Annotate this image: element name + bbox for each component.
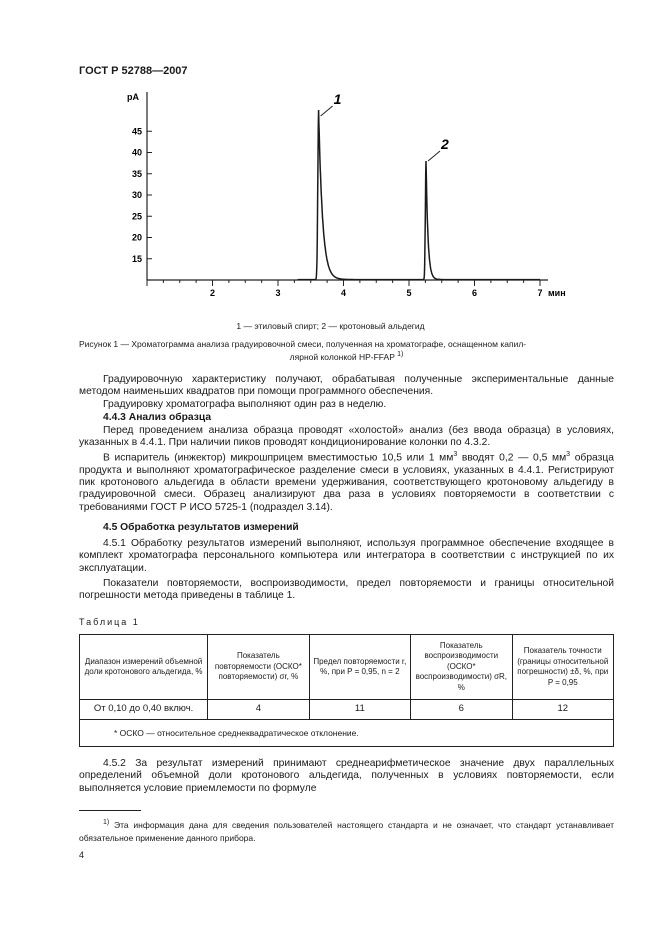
para-blank-analysis: Перед проведением анализа образца проводят «холостой» анализ (без ввода образца) в условиях, указанных в 4.4.1. При наличии пиков проводят кондиционирование колонки по 4.3.2. — [79, 425, 614, 449]
footnote-divider — [79, 810, 141, 811]
y-tick-label: 25 — [131, 211, 142, 222]
y-tick-label: 20 — [131, 232, 142, 243]
table-cell: 4 — [208, 700, 309, 720]
table-header-cell: Диапазон измерений объемной доли кротонового альдегида, % — [80, 635, 208, 700]
para-indicators: Показатели повторяемости, воспроизводимости, предел повторяемости и границы относительной погрешности метода приведены в таблице 1. — [79, 578, 614, 602]
x-tick-label: 4 — [340, 288, 347, 298]
para-injection: В испаритель (инжектор) микрошприцем вместимостью 10,5 или 1 $мм^3$ вводят 0,2 — 0,5 $мм^3$ образца продукта и выполняют хроматографическое разделение смеси в условиях, указанных в 4.4.1. Регистрируют пик кротонового альдегида в области времени удерживания, соответствующего кротоновому альдегиду в градуировочной смеси. Образец анализируют два раза в условиях повторяемости в соответствии с требованиями ГОСТ Р ИСО 5725-1 (подраздел 3.14). — [79, 451, 615, 513]
para-calibration-weekly: Градуировку хроматографа выполняют один раз в неделю. — [103, 399, 387, 410]
y-tick-label: 40 — [131, 147, 142, 158]
x-tick-label: 2 — [209, 288, 216, 298]
y-tick-label: 45 — [131, 126, 142, 137]
chart-legend: 1 — этиловый спирт; 2 — кротоновый альдегид — [236, 321, 425, 331]
page-number: 4 — [79, 850, 85, 860]
table-cell: 12 — [512, 700, 613, 720]
para-calibration: Градуировочную характеристику получают, обрабатывая полученные экспериментальные данные методом наименьших квадратов при помощи программного обеспечения. — [79, 374, 614, 398]
table-cell: 6 — [411, 700, 512, 720]
heading-4-4-3: 4.4.3 Анализ образца — [103, 412, 212, 423]
figure-caption-line1: Рисунок 1 — Хроматограмма анализа градуировочной смеси, полученная на хроматографе, оснащенном капил- — [79, 339, 527, 349]
chromatogram-trace — [298, 110, 540, 280]
y-tick-label: 35 — [131, 168, 142, 179]
document-code: ГОСТ Р 52788—2007 — [79, 65, 188, 77]
table-cell: 11 — [309, 700, 410, 720]
table-header-cell: Показатель точности (границы относительной погрешности) ±δ, %, при P = 0,95 — [512, 635, 613, 700]
footnote: $^{1)}$ Эта информация дана для сведения пользователей настоящего стандарта и не означает, что стандарт устанавливает обязательное применение данного прибора. — [79, 819, 614, 843]
table-header-cell: Предел повторяемости r, %, при P = 0,95, n = 2 — [309, 635, 410, 700]
x-tick-label: 5 — [406, 288, 412, 298]
x-tick-label: 6 — [471, 288, 478, 298]
y-axis-label: pA — [127, 92, 139, 102]
para-4-5-1: 4.5.1 Обработку результатов измерений выполняют, используя программное обеспечение входящее в комплект хроматографа персонального компьютера или интегратора в соответствии с инструкцией по их эксплуатации. — [79, 538, 614, 574]
y-tick-label: 15 — [131, 253, 142, 264]
peak-label: 1 — [333, 91, 342, 107]
chromatogram-chart — [0, 0, 661, 320]
table-row — [80, 700, 614, 720]
table-header-cell: Показатель повторяемости (ОСКО* повторяемости) σr, % — [208, 635, 309, 700]
peak-leader-line — [321, 106, 333, 116]
y-tick-label: 30 — [131, 190, 142, 200]
x-tick-label: 3 — [275, 288, 281, 298]
x-axis-label: мин — [548, 288, 566, 298]
peak-label: 2 — [441, 136, 449, 152]
heading-4-5: 4.5 Обработка результатов измерений — [103, 522, 299, 533]
para-4-5-2: 4.5.2 За результат измерений принимают среднеарифметическое значение двух параллельных определений объемной доли кротонового альдегида, полученных в условиях повторяемости, если выполняется условие приемлемости по формуле — [79, 758, 614, 794]
accuracy-table — [79, 634, 614, 747]
table-cell: От 0,10 до 0,40 включ. — [80, 700, 208, 720]
figure-caption-line2: лярной колонкой HP-FFAP $^{1)}$ — [289, 351, 404, 362]
peak-leader-line — [428, 151, 440, 161]
table-caption: Таблица 1 — [79, 617, 140, 627]
table-note: * ОСКО — относительное среднеквадратическое отклонение. — [80, 720, 614, 747]
x-tick-label: 7 — [537, 288, 543, 298]
table-header-cell: Показатель воспроизводимости (ОСКО* воспроизводимости) σR, % — [411, 635, 512, 700]
